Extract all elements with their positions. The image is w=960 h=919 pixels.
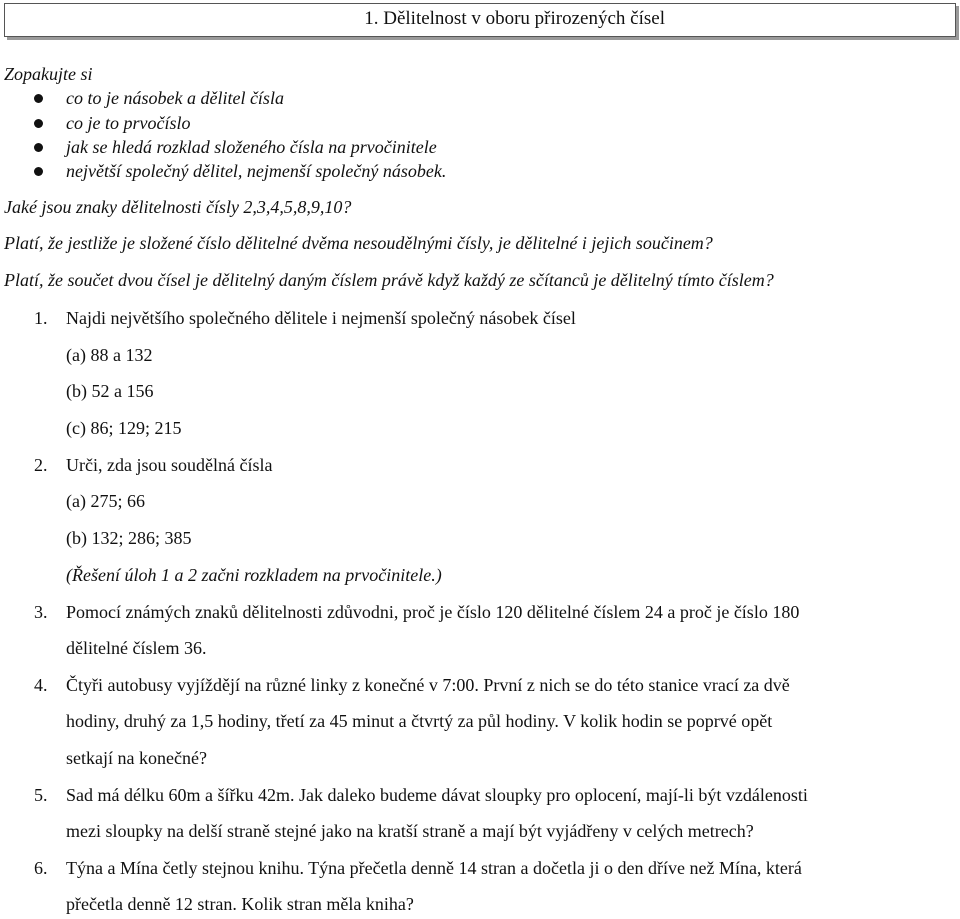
task-6: [34, 858, 802, 879]
task-text: Urči, zda jsou soudělná čísla: [66, 455, 273, 475]
bullet-icon: [34, 119, 43, 128]
task-number: 3.: [34, 602, 48, 622]
list-item: [66, 161, 446, 182]
sub-item: (a) 88 a 132: [66, 345, 153, 365]
sub-item: (a) 275; 66: [66, 491, 145, 511]
bullet-icon: [34, 94, 43, 103]
task-text-continued: přečetla denně 12 stran. Kolik stran měla kniha?: [66, 894, 414, 914]
review-heading: Zopakujte si: [4, 64, 93, 84]
list-item-text: jak se hledá rozklad složeného čísla na prvočinitele: [66, 137, 437, 157]
task-4: [34, 675, 790, 696]
task-1: [34, 308, 576, 329]
task-number: 4.: [34, 675, 48, 695]
task-text: Týna a Mína četly stejnou knihu. Týna přečetla denně 14 stran a dočetla ji o den dříve než Mína, která: [66, 858, 802, 878]
task-3: [34, 602, 800, 623]
task-text-continued: setkají na konečné?: [66, 748, 207, 768]
task-number: 2.: [34, 455, 48, 475]
task-number: 6.: [34, 858, 48, 878]
bullet-icon: [34, 167, 43, 176]
list-item: [66, 113, 190, 134]
task-text: Čtyři autobusy vyjíždějí na různé linky z konečné v 7:00. První z nich se do této stanice vrací za dvě: [66, 675, 790, 695]
task-note: (Řešení úloh 1 a 2 začni rozkladem na prvočinitele.): [66, 565, 442, 585]
list-item-text: největší společný dělitel, nejmenší společný násobek.: [66, 161, 447, 181]
task-text: Najdi největšího společného dělitele i nejmenší společný násobek čísel: [66, 308, 576, 328]
task-5: [34, 785, 808, 806]
list-item-text: co je to prvočíslo: [66, 113, 191, 133]
page-title: 1. Dělitelnost v oboru přirozených čísel: [364, 8, 665, 29]
review-question: Platí, že jestliže je složené číslo dělitelné dvěma nesoudělnými čísly, je dělitelné i jejich součinem?: [4, 233, 713, 253]
review-question: Platí, že součet dvou čísel je dělitelný daným číslem právě když každý ze sčítanců je dělitelný tímto číslem?: [4, 270, 774, 290]
sub-item: (c) 86; 129; 215: [66, 418, 182, 438]
sub-item: (b) 132; 286; 385: [66, 528, 192, 548]
sub-item: (b) 52 a 156: [66, 381, 154, 401]
task-number: 1.: [34, 308, 48, 328]
list-item-text: co to je násobek a dělitel čísla: [66, 88, 284, 108]
task-number: 5.: [34, 785, 48, 805]
list-item: [66, 137, 437, 158]
review-question: Jaké jsou znaky dělitelnosti čísly 2,3,4,5,8,9,10?: [4, 197, 352, 217]
title-box: [4, 3, 956, 37]
task-text: Sad má délku 60m a šířku 42m. Jak daleko budeme dávat sloupky pro oplocení, mají-li být vzdálenosti: [66, 785, 808, 805]
task-text: Pomocí známých znaků dělitelnosti zdůvodni, proč je číslo 120 dělitelné číslem 24 a proč je číslo 180: [66, 602, 800, 622]
task-text-continued: hodiny, druhý za 1,5 hodiny, třetí za 45 minut a čtvrtý za půl hodiny. V kolik hodin se poprvé opět: [66, 711, 773, 731]
task-text-continued: mezi sloupky na delší straně stejné jako na kratší straně a mají být vyjádřeny v celých metrech?: [66, 821, 754, 841]
list-item: [66, 88, 284, 109]
bullet-icon: [34, 143, 43, 152]
task-2: [34, 455, 273, 476]
task-text-continued: dělitelné číslem 36.: [66, 638, 207, 658]
